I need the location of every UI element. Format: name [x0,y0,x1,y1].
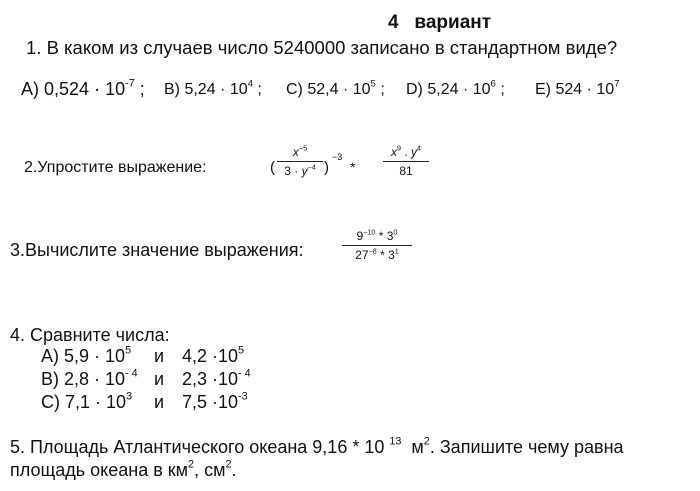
q5-line-1: 5. Площадь Атлантического океана 9,16 * 10 $^{13}$ $м^2$. Запишите чему равна [10,435,624,457]
q2-inner-fraction-bar [277,161,323,162]
q2-second-numerator: $x^9$ . $y^4$ [390,143,422,159]
q4-row-c: C) $7,1 \cdot 10^3$ [41,390,133,412]
q2-close-paren: ) [324,159,329,176]
q2-inner-denominator: $3 \cdot y^{-4}$ [284,162,316,178]
q1-option-b: B) $5,24 \cdot 10^4$ ; [164,78,262,98]
q3-numerator: $9^{-10} * 3^0$ [356,227,398,243]
variant-word: вариант [414,12,492,33]
q3-text: 3.Вычислите значение выражения: [10,240,304,260]
q4-row-a-right: $4,2 \cdot 10^5$ [182,344,245,366]
q2-text: 2.Упростите выражение: [24,159,207,176]
q5-line-2: площадь океана в $км^2$, $см^2$. [10,458,237,480]
q4-row-c-right: $7,5 \cdot 10^{-3}$ [182,390,248,412]
q1-text: 1. В каком из случаев число 5240000 записано в стандартном виде? [26,37,618,58]
q3-denominator: $27^{-8} * 3^1$ [355,246,399,262]
q4-text: 4. Сравните числа: [10,325,170,345]
q4-row-a: A) $5,9 \cdot 10^5$ [41,344,132,366]
q4-row-a-and: и [154,346,165,366]
q2-second-denominator: 81 [399,164,413,178]
q4-row-c-and: и [154,392,165,412]
q1-option-c: C) $52,4 \cdot 10^5$ ; [286,78,385,98]
q2-second-fraction [383,145,429,178]
q2-outer-exponent: −3 [332,152,343,162]
q2-second-fraction-bar [383,161,429,162]
q4-row-b-and: и [154,369,165,389]
variant-number: 4 [388,12,399,33]
q1-option-d: D) $5,24 \cdot 10^6$ ; [406,78,505,98]
q4-row-b-right: $2,3 \cdot 10^{- 4}$ [182,367,251,389]
q3-fraction [342,229,412,262]
q2-inner-numerator: $x^{-5}$ [292,143,308,159]
q2-inner-fraction [277,145,323,178]
q1-option-e: E) $524 \cdot 10^7$ [535,78,620,98]
q2-times: * [350,159,356,175]
q4-row-b: B) $2,8 \cdot 10^{- 4}$ [41,367,138,389]
variant-header [388,12,491,34]
q3-fraction-bar [342,245,412,246]
q2-open-paren: ( [270,159,275,176]
q1-option-a: A) $0,524 \cdot 10^{-7}$ ; [21,77,145,99]
